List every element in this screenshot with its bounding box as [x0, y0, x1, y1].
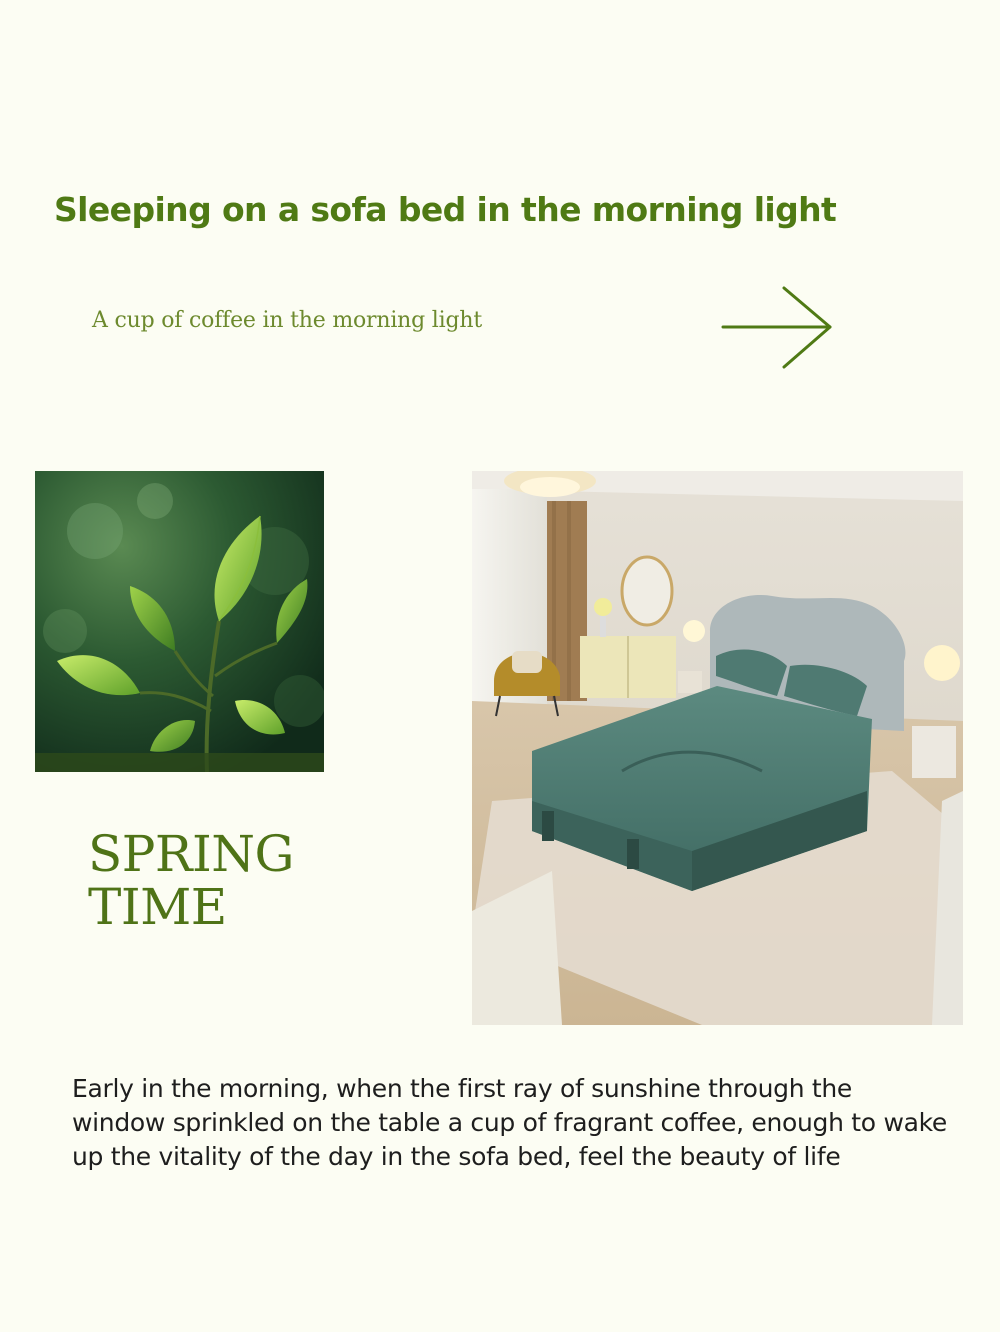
page-subtitle: A cup of coffee in the morning light: [92, 308, 482, 333]
spring-label-line2: TIME: [88, 878, 227, 936]
spring-time-label: [88, 825, 294, 936]
bedroom-sofa-bed-photo: [472, 471, 963, 1025]
spring-label-line1: SPRING: [88, 825, 294, 883]
body-paragraph: Early in the morning, when the first ray of sunshine through the window sprinkled on the table a cup of fragrant coffee, enough to wake up the vitality of the day in the sofa bed, feel the beauty of life: [72, 1074, 947, 1171]
green-leaves-photo: [35, 471, 324, 772]
arrow-right-icon[interactable]: [720, 285, 835, 371]
page-title: Sleeping on a sofa bed in the morning light: [54, 190, 837, 229]
